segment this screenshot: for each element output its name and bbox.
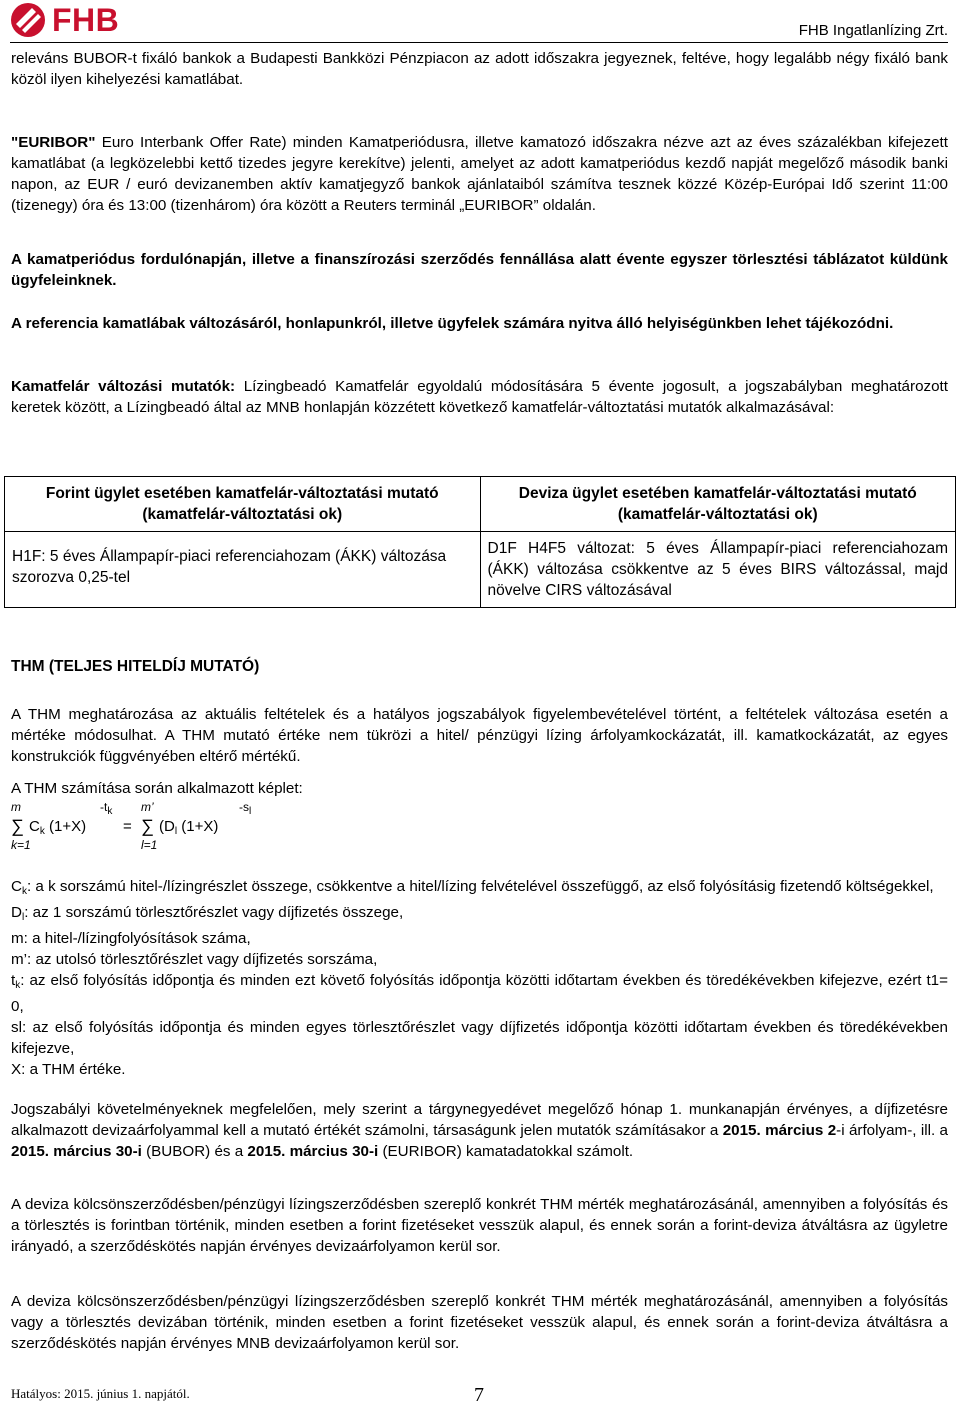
formula-equals: = [123, 818, 132, 835]
def-dl: $D_l$: az 1 sorszámú törlesztőrészlet vagy díjfizetés összege, [11, 904, 404, 923]
sigma-right: ∑ [141, 816, 154, 836]
sigma-left: ∑ [11, 816, 24, 836]
formula-right-term: ($D_l$ (1+X) [159, 818, 219, 837]
formula-tk: $-t_k$ [100, 800, 113, 817]
formula-k-index: k=1 [11, 838, 31, 852]
table-col1-header: Forint ügylet esetében kamatfelár-változtatási mutató (kamatfelár-változtatási ok) [5, 477, 481, 532]
deviza-paragraph-2: A deviza kölcsönszerződésben/pénzügyi lízingszerződésben szereplő konkrét THM mérték meghatározásánál, amennyiben a folyósítás vagy a törlesztés devizában történik, minden esetben a forint fizetéseket vesszük alapul, és ennek során a forint-deviza átváltásra a szerződéskötés napján érvényes MNB devizaárfolyamon kerül sor. [11, 1293, 948, 1352]
fhb-logo [10, 2, 119, 38]
table-col2-header: Deviza ügylet esetében kamatfelár-változtatási mutató (kamatfelár-változtatási ok) [480, 477, 956, 532]
formula-definitions [11, 876, 948, 1080]
reference-paragraph: A referencia kamatlábak változásáról, honlapunkról, illetve ügyfelek számára nyitva álló helyiségünkben lehet tájékozódni. [11, 315, 894, 332]
legal-paragraph: Jogszabályi követelményeknek megfelelően, mely szerint a tárgynegyedévet megelőző hónap 1. munkanapján érvényes, a díjfizetésre alkalmazott devizaárfolyammal kell a mutató értékét számolni, társaságunk jelen mutatók számításakor a 2015. március 2-i árfolyam-, ill. a 2015. március 30-i (BUBOR) és a 2015. március 30-i (EURIBOR) kamatadatokkal számolt. [11, 1101, 948, 1160]
formula-intro: A THM számítása során alkalmazott képlet: [11, 780, 303, 797]
page-number: 7 [474, 1384, 484, 1406]
def-ck: $C_k$: a k sorszámú hitel-/lízingrészlet összege, csökkentve a hitel/lízing felvételével összefüggő, az első folyósításig fizetendő költségekkel, [11, 878, 934, 897]
thm-formula [11, 800, 311, 855]
margin-text: Lízingbeadó Kamatfelár egyoldalú módosítására 5 évente jogosult, a jogszabályban meghatározott keretek között, a Lízingbeadó által az MNB honlapján közzétett következő kamatfelár-változtatási mutatók alkalmazásával: [11, 378, 948, 416]
page-header [10, 2, 948, 43]
schedule-paragraph: A kamatperiódus fordulónapján, illetve a finanszírozási szerződés fennállása alatt évente egyszer törlesztési táblázatot küldünk ügyfeleinknek. [11, 251, 948, 289]
effective-date: Hatályos: 2015. június 1. napjától. [11, 1386, 190, 1401]
bubor-paragraph: releváns BUBOR-t fixáló bankok a Budapesti Bankközi Pénzpiacon az adott időszakra jegyeznek, feltéve, hogy legalább négy fixáló bank közöl ilyen kihelyezési kamatlábat. [11, 50, 948, 88]
def-sl: sl: az első folyósítás időpontja és minden egyes törlesztőrészlet vagy díjfizetés időpontja közötti időtartam években és töredékévekben kifejezve, [11, 1019, 948, 1057]
table-col2-body: D1F H4F5 változat: 5 éves Állampapír-piaci referenciahozam (ÁKK) változása csökkentve az 5 éves BIRS változással, majd növelve CIRS változásával [480, 532, 956, 608]
margin-term: Kamatfelár változási mutatók: [11, 378, 236, 395]
deviza-paragraph-1: A deviza kölcsönszerződésben/pénzügyi lízingszerződésben szereplő konkrét THM mérték meghatározásánál, amennyiben a folyósítás és a törlesztés is forintban történik, minden esetben a forint fizetéseket vesszük alapul, és ennek során a forint-deviza átváltásra az ügyletre irányadó, a szerződéskötés napján érvényes devizaárfolyamon kerül sor. [11, 1196, 948, 1255]
formula-m: m [11, 800, 21, 814]
def-tk: $t_k$: az első folyósítás időpontja és minden ezt követő folyósítás időpontja közötti időtartam években és töredékévekben kifejezve, ezért t1= 0, [11, 972, 948, 1015]
thm-paragraph: A THM meghatározása az aktuális feltételek és a hatályos jogszabályok figyelembevételével történt, a feltételek változása esetén a mértéke módosulhat. A THM mutató értéke nem tükrözi a hitel/ pénzügyi lízing árfolyamkockázatát, ill. kamatkockázatát, az egyes konstrukciók függvényében eltérő mértékű. [11, 706, 948, 765]
table-row [5, 532, 956, 608]
table-header-row [5, 477, 956, 532]
fhb-logo-icon [10, 2, 46, 38]
formula-left-term: $C_k$ (1+X) [29, 818, 87, 837]
euribor-paragraph [11, 132, 948, 216]
logo-text: FHB [52, 1, 120, 38]
table-col1-body: H1F: 5 éves Állampapír-piaci referenciahozam (ÁKK) változása szorozva 0,25-tel [5, 532, 481, 608]
margin-paragraph [11, 376, 948, 418]
def-mprime: m’: az utolsó törlesztőrészlet vagy díjfizetés sorszáma, [11, 951, 378, 968]
euribor-text: Euro Interbank Offer Rate) minden Kamatperiódusra, illetve kamatozó időszakra nézve azt az éves százalékban kifejezett kamatlábat (a legközelebbi kettő tizedes jegyre kerekítve) jelenti, amelyet az adott kamatperiódus kezdő napját megelőző második banki napon, az EUR / euró devizanemben aktív kamatjegyző bankok ajánlataiból számítva tesznek közzé Közép-Európai Idő szerint 11:00 (tizenegy) óra és 13:00 (tizenhárom) óra között a Reuters terminál „EURIBOR” oldalán. [11, 134, 948, 214]
def-m: m: a hitel-/lízingfolyósítások száma, [11, 930, 251, 947]
formula-sl: $-s_l$ [239, 800, 252, 817]
thm-title: THM (TELJES HITELDÍJ MUTATÓ) [11, 658, 260, 675]
company-name: FHB Ingatlanlízing Zrt. [798, 22, 948, 39]
formula-mprime: m’ [141, 800, 154, 814]
euribor-term: "EURIBOR" [11, 134, 96, 151]
def-x: X: a THM értéke. [11, 1061, 126, 1078]
margin-indicator-table [4, 476, 956, 608]
formula-l-index: l=1 [141, 838, 158, 852]
